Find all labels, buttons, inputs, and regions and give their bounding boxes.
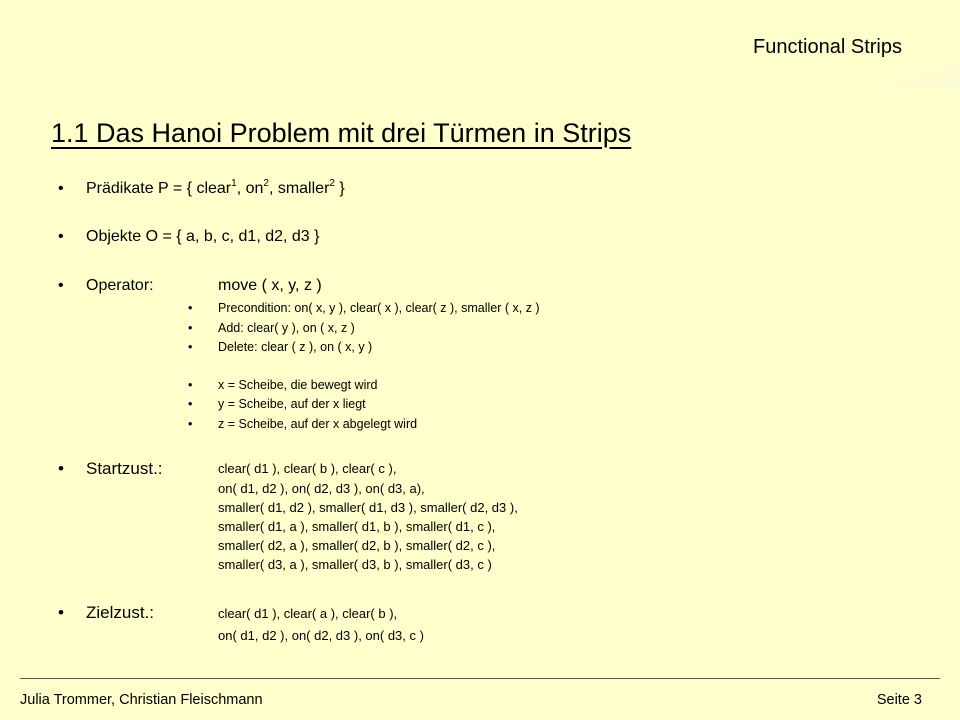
- operator-label: Operator:: [86, 277, 154, 294]
- y-definition: y = Scheibe, auf der x liegt: [218, 397, 366, 411]
- start-state-line: smaller( d3, a ), smaller( d3, b ), smaller( d3, c ): [218, 557, 492, 572]
- footer-divider: [20, 678, 940, 679]
- add-text: Add: clear( y ), on ( x, z ): [218, 321, 355, 335]
- start-state-line: smaller( d1, d2 ), smaller( d1, d3 ), smaller( d2, d3 ),: [218, 500, 518, 515]
- start-state-line: on( d1, d2 ), on( d2, d3 ), on( d3, a),: [218, 481, 425, 496]
- x-definition: x = Scheibe, die bewegt wird: [218, 378, 378, 392]
- bullet-dot: •: [58, 228, 64, 245]
- precondition-text: Precondition: on( x, y ), clear( x ), clear( z ), smaller ( x, z ): [218, 301, 540, 315]
- footer-page-number: Seite 3: [876, 692, 922, 708]
- z-definition: z = Scheibe, auf der x abgelegt wird: [218, 417, 418, 431]
- slide-title: 1.1 Das Hanoi Problem mit drei Türmen in Strips: [51, 118, 632, 148]
- predicates-text: Prädikate P = { clear$^1$, $on^2$, smaller$^2$ }: [86, 177, 345, 197]
- start-state-label: Startzust.:: [86, 459, 163, 478]
- header-title: Functional Strips: [753, 36, 902, 58]
- operator-value: move ( x, y, z ): [218, 277, 322, 294]
- start-state-line: smaller( d2, a ), smaller( d2, b ), smaller( d2, c ),: [218, 538, 496, 553]
- delete-text: Delete: clear ( z ), on ( x, y ): [218, 340, 373, 354]
- bullet-dot: •: [58, 277, 64, 294]
- start-state-line: smaller( d1, a ), smaller( d1, b ), smaller( d1, c ),: [218, 519, 496, 534]
- bullet-dot: •: [58, 603, 64, 622]
- footer-authors: Julia Trommer, Christian Fleischmann: [20, 692, 263, 708]
- goal-state-line: on( d1, d2 ), on( d2, d3 ), on( d3, c ): [218, 628, 424, 643]
- start-state-line: clear( d1 ), clear( b ), clear( c ),: [218, 461, 397, 476]
- bullet-dot: •: [58, 180, 64, 197]
- goal-state-label: Zielzust.:: [86, 603, 155, 622]
- bullet-dot: •: [58, 459, 64, 478]
- goal-state-line: clear( d1 ), clear( a ), clear( b ),: [218, 606, 398, 621]
- objects-text: Objekte O = { a, b, c, d1, d2, d3 }: [86, 228, 320, 245]
